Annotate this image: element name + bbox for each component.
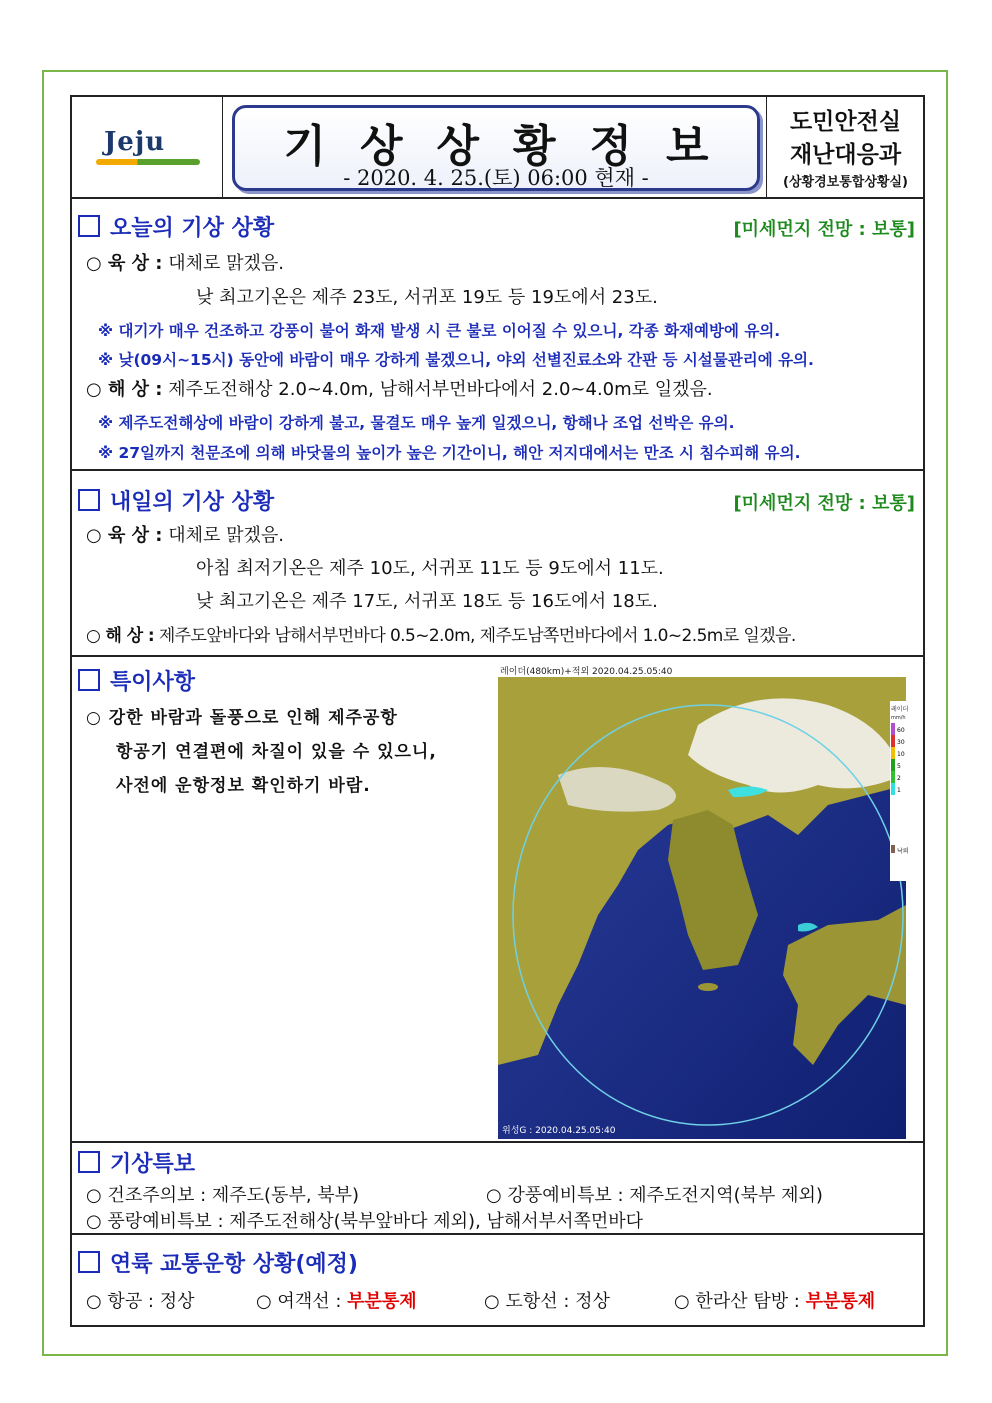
special-line-3: 사전에 운항정보 확인하기 바람. bbox=[116, 776, 371, 796]
warning-dry: ○ 건조주의보 : 제주도(동부, 북부) bbox=[86, 1185, 360, 1206]
dept-line3: (상황경보통합상황실) bbox=[783, 175, 908, 190]
today-section bbox=[72, 197, 923, 471]
warning-waves: ○ 풍랑예비특보 : 제주도전해상(북부앞바다 제외), 남해서부서쪽먼바다 bbox=[86, 1211, 644, 1232]
tomorrow-section bbox=[72, 471, 923, 657]
today-note-4: ※ 27일까지 천문조에 의해 바닷물의 높이가 높은 기간이니, 해안 저지대에서는 만조 시 침수피해 유의. bbox=[98, 444, 801, 462]
traffic-hallasan: ○ 한라산 탐방 : 부분통제 bbox=[674, 1291, 876, 1312]
tomorrow-dust-forecast: [미세먼지 전망 : 보통] bbox=[733, 493, 915, 514]
checkbox-icon bbox=[78, 669, 100, 691]
department bbox=[766, 97, 924, 197]
checkbox-icon bbox=[78, 1251, 100, 1273]
logo-text: Jeju bbox=[104, 127, 166, 157]
legend-value-3: 10 bbox=[897, 751, 905, 758]
dept-line2: 재난대응과 bbox=[789, 142, 902, 168]
tomorrow-land-max: 낮 최고기온은 제주 17도, 서귀포 18도 등 16도에서 18도. bbox=[196, 591, 658, 612]
special-line-1: ○ 강한 바람과 돌풍으로 인해 제주공항 bbox=[86, 708, 398, 728]
legend-unit: mm/h bbox=[891, 715, 906, 721]
legend-title: 레이더 bbox=[891, 706, 909, 713]
checkbox-icon bbox=[78, 489, 100, 511]
radar-legend bbox=[890, 701, 909, 881]
today-land-temp: 낮 최고기온은 제주 23도, 서귀포 19도 등 19도에서 23도. bbox=[196, 287, 658, 308]
traffic-ferry: ○ 여객선 : 부분통제 bbox=[256, 1291, 417, 1312]
special-section bbox=[72, 657, 923, 1143]
header bbox=[72, 97, 923, 199]
legend-value-1: 60 bbox=[897, 727, 905, 734]
special-title: 특이사항 bbox=[78, 665, 195, 696]
today-note-3: ※ 제주도전해상에 바람이 강하게 불고, 물결도 매우 높게 일겠으니, 항해나 조업 선박은 유의. bbox=[98, 414, 735, 432]
map-caption-bottom: 위성G : 2020.04.25.05:40 bbox=[502, 1126, 616, 1136]
today-title: 오늘의 기상 상황 bbox=[78, 211, 274, 242]
page-date: - 2020. 4. 25.(토) 06:00 현재 - bbox=[343, 166, 649, 190]
today-note-1: ※ 대기가 매우 건조하고 강풍이 불어 화재 발생 시 큰 불로 이어질 수 있으니, 각종 화재예방에 유의. bbox=[98, 322, 781, 340]
tomorrow-land-min: 아침 최저기온은 제주 10도, 서귀포 11도 등 9도에서 11도. bbox=[196, 558, 664, 579]
traffic-title: 연륙 교통운항 상황(예정) bbox=[78, 1247, 358, 1278]
traffic-section bbox=[72, 1235, 923, 1325]
checkbox-icon bbox=[78, 215, 100, 237]
today-sea: ○ 해 상 : 제주도전해상 2.0~4.0m, 남해서부먼바다에서 2.0~4.0m로 일겠음. bbox=[86, 379, 713, 400]
jeju-logo bbox=[72, 97, 223, 197]
radar-satellite-map bbox=[498, 665, 909, 1139]
warnings-section bbox=[72, 1143, 923, 1235]
traffic-island-ferry: ○ 도항선 : 정상 bbox=[484, 1291, 610, 1312]
today-note-2: ※ 낮(09시~15시) 동안에 바람이 매우 강하게 불겠으니, 야외 선별진료소와 간판 등 시설물관리에 유의. bbox=[98, 351, 814, 369]
checkbox-icon bbox=[78, 1151, 100, 1173]
legend-value-5: 2 bbox=[897, 775, 901, 782]
bulletin-document bbox=[70, 95, 925, 1327]
legend-value-4: 5 bbox=[897, 763, 901, 770]
map-caption-top: 레이더(480km)+적외 2020.04.25.05:40 bbox=[500, 667, 673, 677]
logo-swoosh bbox=[96, 159, 200, 165]
traffic-air: ○ 항공 : 정상 bbox=[86, 1291, 195, 1312]
tomorrow-title: 내일의 기상 상황 bbox=[78, 485, 274, 516]
special-line-2: 항공기 연결편에 차질이 있을 수 있으니, bbox=[116, 742, 437, 762]
tomorrow-sea: ○ 해 상 : 제주도앞바다와 남해서부먼바다 0.5~2.0m, 제주도남쪽먼바다에서 1.0~2.5m로 일겠음. bbox=[86, 626, 796, 646]
warnings-title: 기상특보 bbox=[78, 1147, 195, 1178]
tomorrow-land: ○ 육 상 : 대체로 맑겠음. bbox=[86, 525, 284, 546]
jeju-island bbox=[698, 983, 718, 991]
legend-value-2: 30 bbox=[897, 739, 905, 746]
warning-wind: ○ 강풍예비특보 : 제주도전지역(북부 제외) bbox=[486, 1185, 823, 1206]
dept-line1: 도민안전실 bbox=[789, 109, 902, 135]
title-box bbox=[232, 105, 760, 191]
today-land: ○ 육 상 : 대체로 맑겠음. bbox=[86, 253, 284, 274]
today-dust-forecast: [미세먼지 전망 : 보통] bbox=[733, 219, 915, 240]
legend-lightning: 낙뢰 bbox=[897, 848, 909, 855]
legend-value-6: 1 bbox=[897, 787, 901, 794]
page-title: 기상상황정보 bbox=[283, 121, 743, 172]
